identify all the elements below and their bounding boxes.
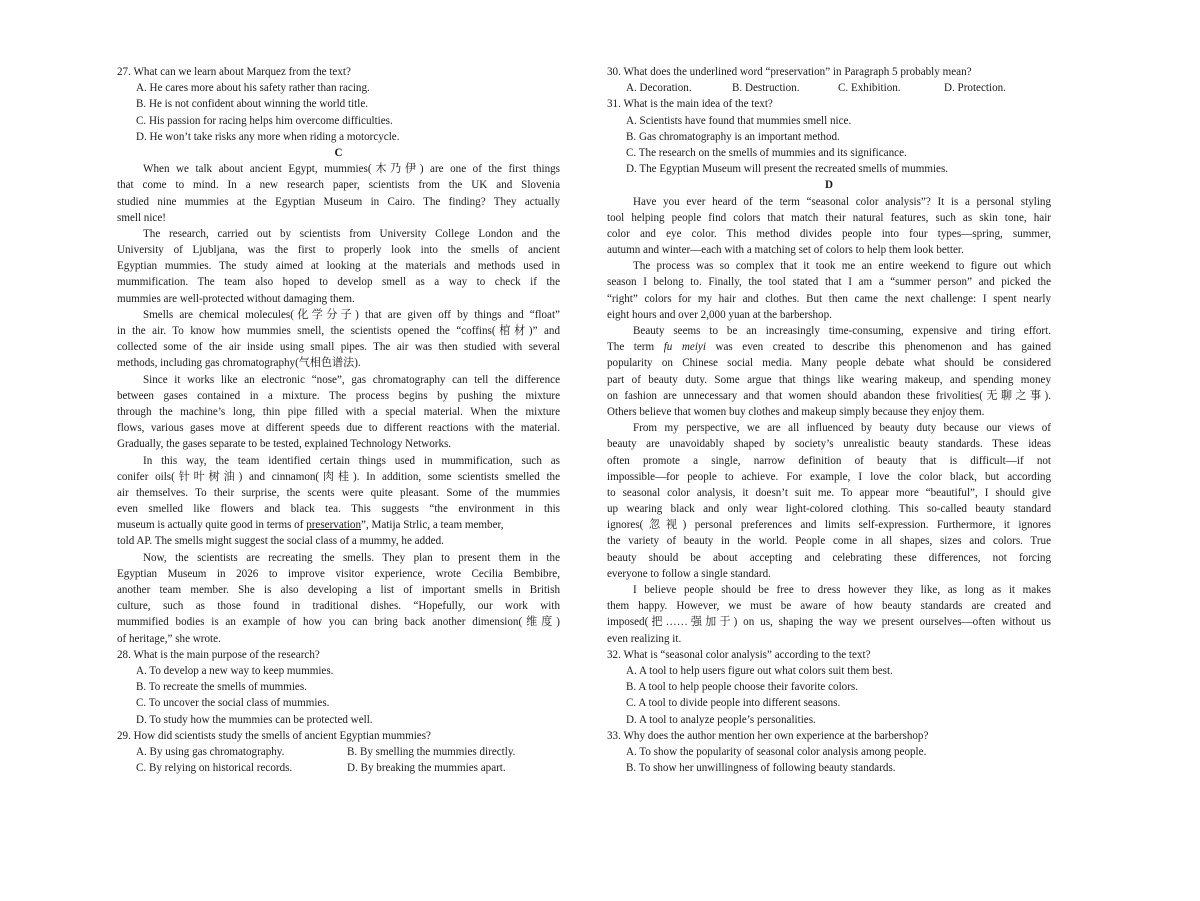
passage-c-line: Now, the scientists are recreating the smells. They plan to present them in the [143,551,560,564]
passage-c-line: conifer oils(针叶树油) and cinnamon(肉桂). In addition, some scientists smelled the [117,470,560,483]
question-27-option-c: C. His passion for racing helps him overcome difficulties. [136,114,393,127]
passage-d-line: Have you ever heard of the term “seasonal color analysis”? It is a personal styling [633,195,1051,208]
passage-d-line-term [607,339,1051,355]
question-30-option-a: A. Decoration. [626,82,692,95]
passage-d-line: even realizing it. [607,632,682,645]
question-32-option-d: D. A tool to analyze people’s personalities. [626,713,816,726]
question-28-stem: 28. What is the main purpose of the research? [117,648,320,661]
question-27-option-a: A. He cares more about his safety rather than racing. [136,82,370,95]
question-27-option-b: B. He is not confident about winning the world title. [136,98,369,111]
passage-c-line: methods, including gas chromatography(气相色谱法). [117,357,361,370]
section-c-heading: C [334,146,343,159]
question-29-option-d: D. By breaking the mummies apart. [347,762,506,775]
passage-c-line: told AP. The smells might suggest the social class of a mummy, he added. [117,535,444,548]
passage-c-line: When we talk about ancient Egypt, mummies(木乃伊) are one of the first things [143,163,560,176]
passage-d-line: season I belong to. Finally, the tool stated that I am a “summer person” and picked the [607,276,1051,289]
question-31-option-c: C. The research on the smells of mummies and its significance. [626,146,907,159]
question-29-option-c: C. By relying on historical records. [136,762,293,775]
question-27-option-d: D. He won’t take risks any more when riding a motorcycle. [136,130,400,143]
passage-c-line: in the air. To know how mummies smell, the scientists opened the “coffins(棺材)” and [117,325,560,337]
passage-c-line-underlined [117,517,560,533]
passage-c-line: another team member. She is also developing a list of important smells in British [117,584,560,596]
passage-c-line: of heritage,” she wrote. [117,632,221,645]
passage-c-line: University of Ljubljana, was the first to properly look into the smells of ancient [117,244,560,257]
question-29-option-b: B. By smelling the mummies directly. [347,745,516,758]
passage-c-line: Since it works like an electronic “nose”, gas chromatography can tell the difference [143,373,560,386]
passage-d-line: From my perspective, we are all influenced by beauty duty because our views of [633,422,1051,435]
question-32-option-a: A. A tool to help users figure out what colors suit them best. [626,664,893,677]
passage-c-line: that come to mind. In a new research paper, scientists from the UK and Slovenia [117,179,560,192]
left-column [117,64,560,776]
passage-d-line: “right” colors for my hair and clothes. But then came the next challenge: I spent nearly [607,292,1051,305]
section-d-heading: D [824,179,833,192]
passage-d-line: everyone to follow a single standard. [607,567,771,580]
right-column [607,64,1051,776]
question-28-option-a: A. To develop a new way to keep mummies. [136,664,334,677]
question-30-option-c: C. Exhibition. [838,82,901,95]
question-31-stem: 31. What is the main idea of the text? [607,98,773,111]
passage-d-line: imposed(把……强加于) on us, shaping the way we present ourselves—often without us [607,616,1051,629]
passage-d-line: the variety of beauty in the world. People come in all shapes, sizes and colors. True [607,535,1051,548]
passage-c-line: air themselves. To their surprise, the scents were quite pleasant. Some of the mummies [117,486,560,499]
passage-c-line: through the machine’s long, thin pipe filled with a special material. When the mixture [117,405,560,418]
passage-d-line: tool helping people find colors that match their natural features, such as skin tone, hair [607,211,1051,224]
passage-c-line: In this way, the team identified certain things used in mummification, such as [143,454,560,467]
passage-d-line: them happy. However, we must be aware of how beauty standards are created and [607,600,1051,613]
passage-c-line: flows, various gases move at different speeds due to different reactions with the material. [117,422,560,435]
question-29-option-a: A. By using gas chromatography. [136,745,285,758]
passage-d-text: was even created to describe this phenomenon and has gained [715,341,1051,354]
passage-c-text: museum is actually quite good in terms of [117,519,307,532]
passage-d-line: beauty are unavoidably shaped by society’s unrealistic beauty standards. These ideas [607,438,1051,451]
passage-c-line: studied nine mummies at the Egyptian Museum in Cairo. The finding? They actually [117,195,560,208]
passage-d-line: Beauty seems to be an increasingly time-consuming, expensive and tiring effort. [633,325,1051,337]
passage-c-line: The research, carried out by scientists from University College London and the [143,227,560,240]
question-31-option-b: B. Gas chromatography is an important method. [626,130,840,143]
passage-d-line: Others believe that women buy clothes and makeup simply because they enjoy them. [607,405,985,418]
question-31-option-a: A. Scientists have found that mummies smell nice. [626,114,852,127]
passage-c-line: between gases contained in a mixture. The process begins by pushing the mixture [117,389,560,402]
question-30-option-d: D. Protection. [944,82,1006,95]
question-32-option-c: C. A tool to divide people into different seasons. [626,697,841,710]
passage-d-line: color and eye color. This method divides people into four types—spring, summer, [607,227,1051,240]
passage-c-line: Egyptian mummies. The study aimed at looking at the materials and methods used in [117,260,560,273]
question-29-options-row [117,744,560,760]
passage-c-line: even smelled like flowers and black tea. This suggests “the environment in this [117,503,560,516]
question-30-options-row [607,80,1051,96]
term-prefix: The term [607,341,655,354]
passage-c-line: collected some of the air inside using small pipes. The air was then studied with several [117,341,560,354]
passage-d-line: often promote a single, narrow definition of beauty that is difficult—if not [607,454,1051,467]
passage-c-line: Smells are chemical molecules(化学分子) that are given off by things and “float” [143,308,560,321]
passage-d-line: impossible—for people to achieve. For example, I love the color black, but according [607,470,1051,483]
passage-d-line: beauty should be about accepting and celebrating these differences, not forcing [607,551,1051,564]
underlined-word: preservation [306,519,362,532]
passage-d-line: up wearing black and only wear light-colored clothing. This so-called beauty standard [607,503,1051,516]
question-32-option-b: B. A tool to help people choose their favorite colors. [626,681,858,694]
passage-d-line: eight hours and over 2,000 yuan at the barbershop. [607,308,832,321]
passage-c-line: Gradually, the gases separate to be tested, explained Technology Networks. [117,438,452,451]
question-31-option-d: D. The Egyptian Museum will present the recreated smells of mummies. [626,163,949,176]
question-27-stem: 27. What can we learn about Marquez from the text? [117,66,351,78]
passage-d-line: The process was so complex that it took me an entire weekend to figure out which [633,260,1051,273]
question-30-stem: 30. What does the underlined word “preservation” in Paragraph 5 probably mean? [607,66,972,78]
passage-d-line: I believe people should be free to dress however they like, as long as it makes [633,584,1051,596]
passage-c-line: Egyptian Museum in 2026 to improve visitor experience, wrote Cecilia Bembibre, [117,567,560,580]
question-33-option-a: A. To show the popularity of seasonal color analysis among people. [626,745,927,758]
question-30-option-b: B. Destruction. [732,82,800,95]
passage-c-line: mummies are well-protected without damaging them. [117,292,355,305]
question-33-stem: 33. Why does the author mention her own experience at the barbershop? [607,729,929,742]
passage-c-line: mummified bodies is an example of how you can bring back another dimension(维度) [117,616,560,629]
question-33-option-b: B. To show her unwillingness of following beauty standards. [626,762,896,775]
passage-c-text: ”, Matija Strlic, a team member, [361,519,504,532]
passage-d-line: ignores(忽视) personal preferences and limits self-expression. Furthermore, it ignores [607,519,1051,532]
question-28-option-b: B. To recreate the smells of mummies. [136,681,307,694]
passage-c-line: smell nice! [117,211,166,224]
passage-d-line: to seasonal color analysis, it doesn’t suit me. To appear more “beautiful”, I should give [607,486,1051,499]
term-italic: fu meiyi [663,341,706,354]
question-28-option-c: C. To uncover the social class of mummies. [136,697,330,710]
question-29-options-row [117,760,560,776]
passage-d-line: popularity on Chinese social media. Many people debate what should be considered [607,357,1051,370]
question-29-stem: 29. How did scientists study the smells of ancient Egyptian mummies? [117,729,431,742]
passage-d-line: on fashion are unnecessary and that women should abandon these frivolities(无聊之事). [607,389,1051,402]
passage-d-line: part of beauty duty. Some argue that things like wearing makeup, and spending money [607,373,1051,386]
passage-c-line: mummification. The team also hoped to develop smell as a way to check if the [117,276,560,289]
question-32-stem: 32. What is “seasonal color analysis” according to the text? [607,648,871,661]
passage-c-line: culture, such as those found in traditional dishes. “Hopefully, our work with [117,600,560,613]
passage-d-line: autumn and winter—each with a matching set of colors to help them look better. [607,244,964,257]
question-28-option-d: D. To study how the mummies can be protected well. [136,713,373,726]
